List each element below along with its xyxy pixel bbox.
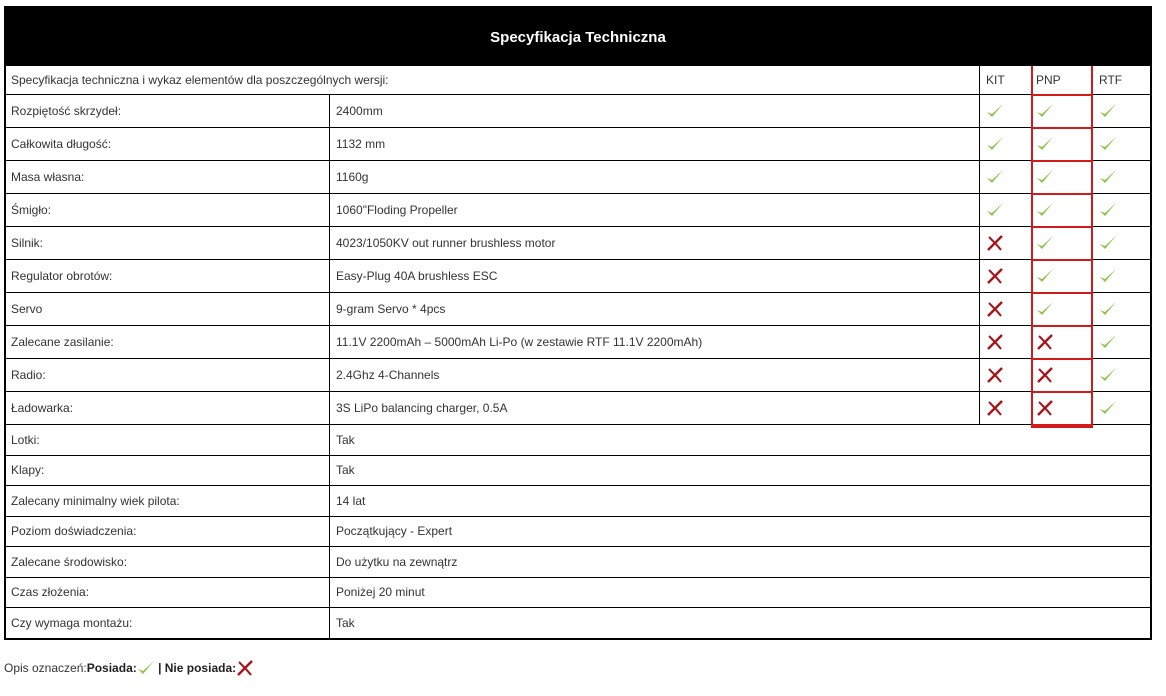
row-label: Ładowarka: [11,401,74,415]
cell-kit [979,326,1030,358]
check-icon [1099,400,1117,416]
spec-rows [6,66,1150,638]
row-value: Do użytku na zewnątrz [329,547,1150,577]
row-label: Masa własna: [11,170,85,184]
cell-pnp [1030,194,1093,226]
check-icon [1099,202,1117,218]
column-header-rtf: RTF [1099,73,1123,87]
check-icon [1036,169,1054,185]
cross-icon [986,400,1004,416]
cell-kit [979,392,1030,424]
spec-title: Specyfikacja Techniczna [6,8,1150,66]
row-label: Zalecany minimalny wiek pilota: [11,493,180,508]
row-label: Zalecane zasilanie: [11,335,114,349]
cell-pnp [1030,392,1093,424]
row-value: 2.4Ghz 4-Channels [329,359,977,391]
cell-pnp [1030,227,1093,259]
check-icon [986,136,1004,152]
cell-kit [979,359,1030,391]
cross-icon [986,301,1004,317]
check-icon [986,103,1004,119]
table-row [6,127,1150,160]
table-row [6,455,1150,486]
table-row [6,325,1150,358]
table-row [6,424,1150,455]
cross-icon [986,268,1004,284]
row-value: 14 lat [329,486,1150,516]
cell-rtf [1093,227,1150,259]
column-header-pnp: PNP [1036,73,1061,87]
row-label: Poziom doświadczenia: [11,524,137,539]
row-label: Lotki: [11,432,40,447]
row-label: Rozpiętość skrzydeł: [11,104,122,118]
cell-kit [979,161,1030,193]
cross-icon [1036,334,1054,350]
check-icon [137,660,155,676]
check-icon [986,169,1004,185]
cell-pnp [1030,359,1093,391]
cell-rtf [1093,392,1150,424]
cell-kit [979,194,1030,226]
row-value: Początkujący - Expert [329,517,1150,547]
check-icon [1099,268,1117,284]
check-icon [1099,169,1117,185]
intro-text: Specyfikacja techniczna i wykaz elementów dla poszczególnych wersji: [11,73,389,87]
spec-table [4,6,1152,640]
cell-rtf [1093,293,1150,325]
cell-kit [979,293,1030,325]
table-row [6,160,1150,193]
cell-rtf [1093,161,1150,193]
check-icon [1036,235,1054,251]
cell-kit [979,260,1030,292]
row-value: 11.1V 2200mAh – 5000mAh Li-Po (w zestawie RTF 11.1V 2200mAh) [329,326,977,358]
row-value: Tak [329,425,1150,455]
check-icon [1099,301,1117,317]
row-label: Czy wymaga montażu: [11,615,133,630]
row-value: 9-gram Servo * 4pcs [329,293,977,325]
cell-pnp [1030,260,1093,292]
cell-rtf [1093,95,1150,127]
cell-rtf [1093,260,1150,292]
table-row [6,577,1150,608]
row-value: 4023/1050KV out runner brushless motor [329,227,977,259]
cell-pnp [1030,293,1093,325]
row-label: Silnik: [11,236,44,250]
table-row [6,226,1150,259]
row-value: 1160g [329,161,977,193]
cell-pnp [1030,128,1093,160]
cross-icon [1036,367,1054,383]
table-row [6,358,1150,391]
check-icon [1036,268,1054,284]
cell-kit [979,95,1030,127]
cell-rtf [1093,326,1150,358]
table-row [6,546,1150,577]
cell-rtf [1093,359,1150,391]
row-value: 1132 mm [329,128,977,160]
row-value: Tak [329,456,1150,486]
row-label: Całkowita długość: [11,137,112,151]
cross-icon [986,367,1004,383]
column-header-kit: KIT [979,66,1030,94]
legend-has-label: Posiada: [86,661,137,675]
row-value: Poniżej 20 minut [329,578,1150,608]
legend-not-label: Nie posiada: [164,661,237,675]
cross-icon [986,235,1004,251]
row-label: Śmigło: [11,203,52,217]
row-label: Radio: [11,368,46,382]
legend-separator: | [154,661,165,675]
table-row [6,94,1150,127]
row-value: Easy-Plug 40A brushless ESC [329,260,977,292]
row-label: Servo [11,302,43,316]
cell-kit [979,128,1030,160]
check-icon [1036,103,1054,119]
table-row [6,292,1150,325]
row-value: 2400mm [329,95,977,127]
cell-kit [979,227,1030,259]
table-row [6,607,1150,638]
row-label: Zalecane środowisko: [11,554,128,569]
intro-row [6,66,1150,94]
row-label: Regulator obrotów: [11,269,113,283]
cross-icon [1036,400,1054,416]
row-value: 3S LiPo balancing charger, 0.5A [329,392,977,424]
table-row [6,391,1150,424]
check-icon [986,202,1004,218]
cross-icon [986,334,1004,350]
table-row [6,516,1150,547]
check-icon [1036,301,1054,317]
row-value: 1060"Floding Propeller [329,194,977,226]
check-icon [1036,136,1054,152]
cross-icon [236,660,254,676]
cell-pnp [1030,95,1093,127]
legend [4,660,254,676]
cell-pnp [1030,326,1093,358]
row-label: Klapy: [11,463,45,478]
check-icon [1099,235,1117,251]
row-label: Czas złożenia: [11,585,90,600]
check-icon [1036,202,1054,218]
check-icon [1099,367,1117,383]
table-row [6,193,1150,226]
cell-pnp [1030,161,1093,193]
legend-prefix: Opis oznaczeń: [4,661,87,675]
table-row [6,485,1150,516]
table-row [6,259,1150,292]
cell-rtf [1093,194,1150,226]
check-icon [1099,136,1117,152]
cell-rtf [1093,128,1150,160]
check-icon [1099,334,1117,350]
check-icon [1099,103,1117,119]
row-value: Tak [329,608,1150,638]
